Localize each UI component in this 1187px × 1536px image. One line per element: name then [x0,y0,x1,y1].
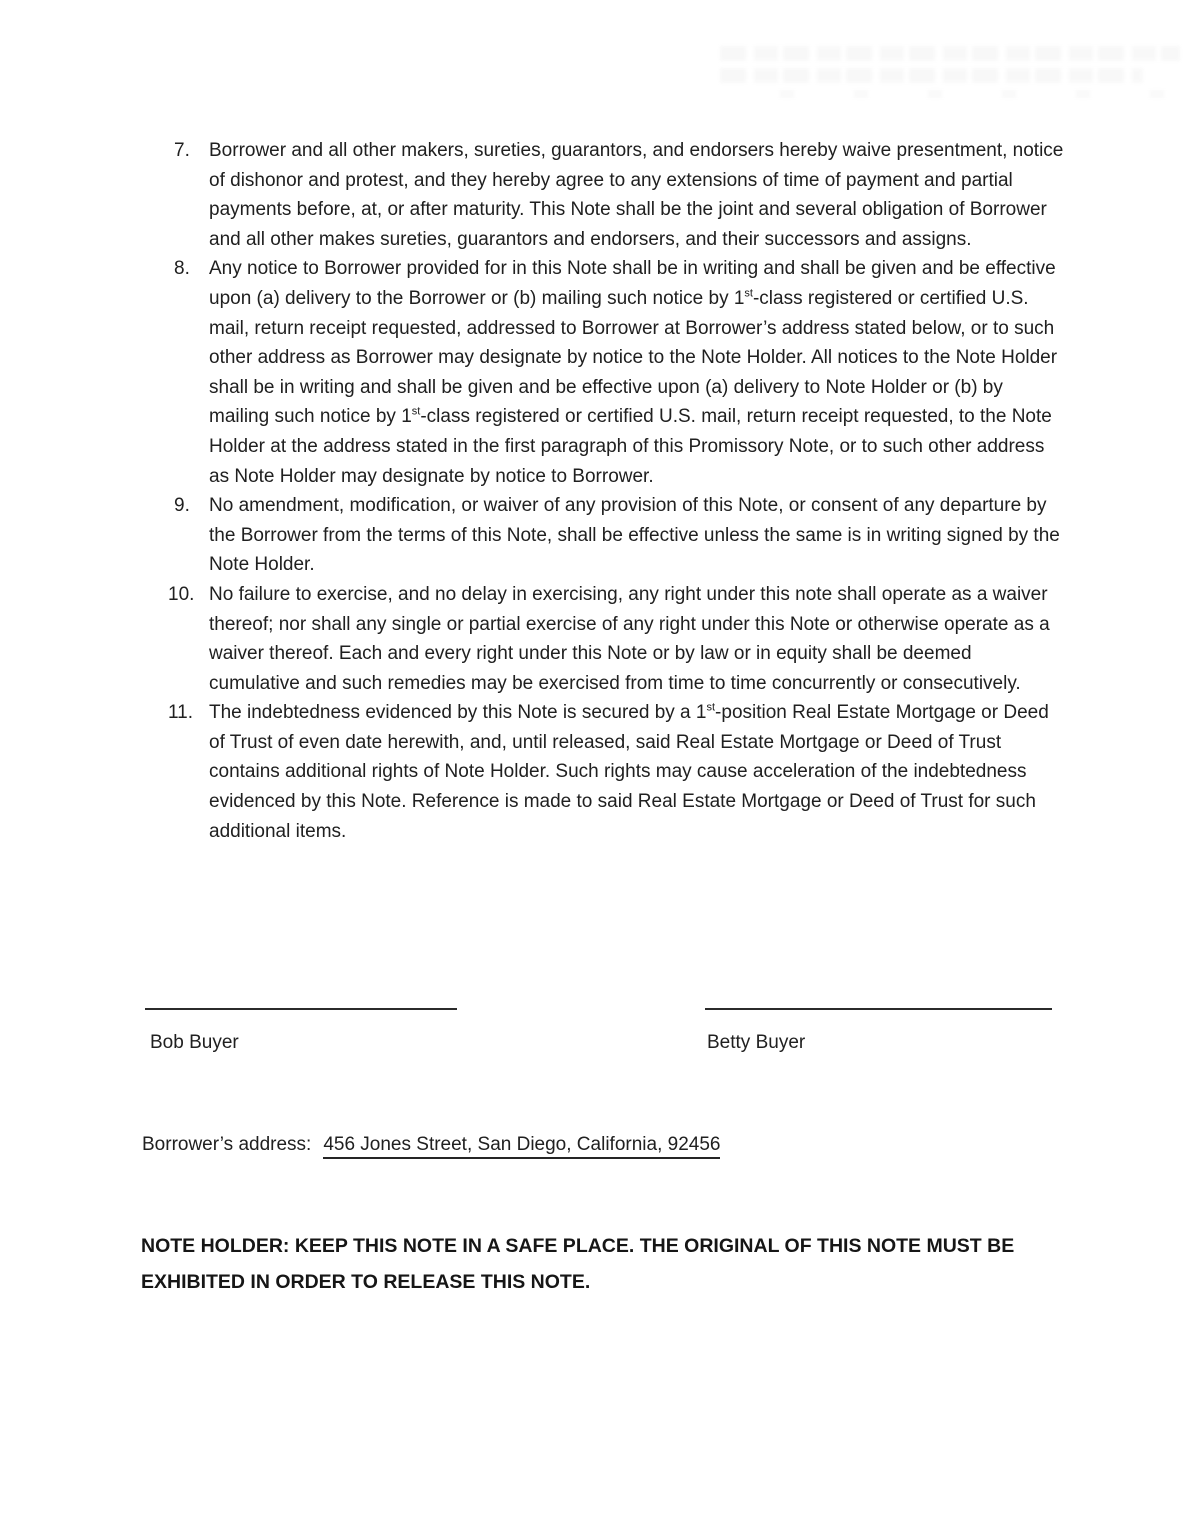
list-item [168,254,1065,491]
list-item-text: The indebtedness evidenced by this Note is secured by a 1st-position Real Estate Mortgage or Deed of Trust of even date herewith, and, until released, said Real Estate Mortgage or Deed of Trust contains additional rights of Note Holder. Such rights may cause acceleration of the indebtedness evidenced by this Note. Reference is made to said Real Estate Mortgage or Deed of Trust for such additional items. [209,701,1049,842]
borrower-address-label: Borrower’s address: [142,1134,312,1155]
signer-name-betty: Betty Buyer [707,1032,806,1053]
list-item [168,580,1065,698]
note-holder-warning: NOTE HOLDER: KEEP THIS NOTE IN A SAFE PLACE. THE ORIGINAL OF THIS NOTE MUST BE EXHIBITED IN ORDER TO RELEASE THIS NOTE. [141,1235,1015,1293]
list-item-number: 9. [174,495,190,517]
list-item-number: 7. [174,140,190,161]
signature-line-betty[interactable] [705,1008,1052,1010]
list-item [168,491,1065,580]
signature-line-bob[interactable] [145,1008,457,1010]
scan-ghost-band [720,68,1143,83]
list-item [168,136,1065,254]
list-item-number: 11. [168,702,194,724]
list-item-number: 10. [168,583,195,605]
borrower-address-value: 456 Jones Street, San Diego, California, 92456 [323,1134,720,1159]
scan-ghost-artifact [720,46,1180,116]
list-item-text: No amendment, modification, or waiver of any provision of this Note, or consent of any departure by the Borrower from the terms of this Note, shall be effective unless the same is in writing signed by the Note Holder. [209,495,1060,576]
terms-numbered-list [168,136,1065,846]
list-item [168,698,1065,846]
borrower-address-row [142,1134,720,1156]
scan-ghost-dots [720,90,1180,98]
list-item-text: No failure to exercise, and no delay in exercising, any right under this note shall operate as a waiver thereof; nor shall any single or partial exercise of any right under this Note or otherwise operate as a waiver thereof. Each and every right under this Note or by law or in equity shall be deemed cumulative and such remedies may be exercised from time to time concurrently or consecutively. [209,583,1050,694]
list-item-number: 8. [174,258,190,280]
list-item-text: Borrower and all other makers, sureties, guarantors, and endorsers hereby waive presentment, notice of dishonor and protest, and they hereby agree to any extensions of time of payment and partial payments before, at, or after maturity. This Note shall be the joint and several obligation of Borrower and all other makes sureties, guarantors and endorsers, and their successors and assigns. [209,140,1064,250]
scan-ghost-band [720,46,1180,61]
list-item-text: Any notice to Borrower provided for in this Note shall be in writing and shall be given and be effective upon (a) delivery to the Borrower or (b) mailing such notice by 1st-class registered or certified U.S. mail, return receipt requested, addressed to Borrower at Borrower’s address stated below, or to such other address as Borrower may designate by notice to the Note Holder. All notices to the Note Holder shall be in writing and shall be given and be effective upon (a) delivery to Note Holder or (b) by mailing such notice by 1st-class registered or certified U.S. mail, return receipt requested, to the Note Holder at the address stated in the first paragraph of this Promissory Note, or to such other address as Note Holder may designate by notice to Borrower. [209,258,1058,487]
signer-name-bob: Bob Buyer [150,1032,239,1053]
